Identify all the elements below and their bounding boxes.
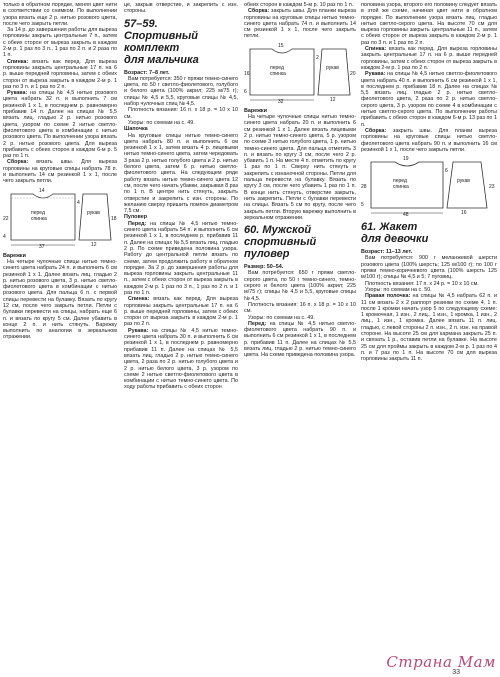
sleeve-instructions: Рукава: на спицы № 4,5 нитью розового цвета набрать 32 п. и выполнить 7 см резинкой 1 х 1, в последнем р. равномерно прибавив 14 п. Далее на спицах № 5,5 вязать лиц. гладью 2 р. нитью розового цвета, узором по схеме 2 нитью светло-фиолетового цвета в комбинации с нитью розового цвета. По выполнении узора вязать 2 р. нитью розового цвета. Для выреза прибавить с обеих сторон в каждом 6-м р. 5 раз по 1 п.	[3, 90, 117, 160]
diagram-dimension: 32	[278, 98, 284, 105]
pattern-diagram	[3, 188, 117, 250]
diagram-dimension: 19	[403, 156, 409, 163]
mittens-instructions: На четыре чулочные спицы нитью темно-синего цвета набрать 20 п. и выполнить 6 см резинкой 1 х 1. Далее вязать лицевыми 2 р. нитью темно-синего цвета, 5 р. узором по схеме 3 нитью голубого цвета, 1 р. нитью темно-синего цвета. Для пальца отметить 3 п. и вязать по кругу 3 см, после чего 2 р. убавить 1 п. На месте 4 п. отметить по кругу 1 раз по 1 п. Сверху нить стянуть и закрепить с изнаночной стороны. Петли для пальца перевести на булавку. Вязать по кругу 3 см, после чего убавить 1 раз по 1 п. В конце нить стянуть, отверстие закрыть, нить закрепить. Петли с булавки перевести на спицы. Вязать 5 см по кругу, после чего закрыть петли. Вторую варежку выполнить в зеркальном отражении.	[244, 114, 356, 221]
diagram-dimension: 12	[330, 96, 336, 103]
diagram-dimension: 6	[445, 168, 448, 175]
patterns-ref: Узоры: по схемам на с. 49.	[248, 314, 315, 321]
diagram-dimension: 20	[350, 70, 356, 77]
column-2	[124, 2, 238, 391]
hat-instructions: На круговые спицы нитью темно-синего цвета набрать 80 п. и выполнить 6 см резинкой 1 х 1, затем вязать 4 р. лицевыми нитью темно-синего цвета, затем чередовать 3 раза 2 р. нитью голубого цвета и 2 р. нитью белого цвета, затем 6 р. нитью светло-фиолетового цвета. На следующем ряде работу вязать нитью темно-синего цвета 12 см, после чего начать убавки, закрывая 8 раз по 1 п. В центре нить стянуть, закрыть отверстие и закрепить с изн. стороны. По желанию сверху пришить помпон диаметром 7,5 см.	[124, 132, 238, 215]
page-number: 33	[452, 669, 460, 676]
age: Возраст: 11–13 лет.	[361, 249, 413, 256]
materials: Вам потребуется: 350 г пряжи темно-синего цвета, по 50 г светло-фиолетового, голубого и белого цвета (100% акрил; 225 м/75 г); спицы № 4,5 и 5,5, круговые спицы № 4,5, набор чулочных спиц № 4,5.	[124, 75, 238, 108]
diagram-label-sleeve: рукав	[326, 64, 339, 71]
diagram-dimension: 4	[3, 233, 6, 240]
diagram-label-front-back: перед спинка	[270, 64, 286, 77]
materials: Вам потребуется: 900 г меланжевой шерсти розового цвета (100% шерсть; 125 м/100 г); по 100 г пряжи темно-коричневого цвета (100% шерсть 125 м/100 г); спицы № 4,5 и 5; 7 пуговиц.	[361, 255, 497, 281]
diagram-dimension: 48	[403, 212, 409, 219]
gauge: Плотность вязания: 16 п. х 18 р. = 10 х 10 см.	[124, 107, 238, 120]
diagram-dimension: 16	[461, 210, 467, 217]
assembly-instructions: Сборка: закрыть швы. Для планки выреза горловины на круговые спицы нитью темно-синего цвета набрать 74 п. и выполнить 14 см резинкой 1 х 1, после чего закрыть петли.	[244, 8, 356, 40]
diagram-dimension: 16	[244, 70, 250, 77]
back-instructions: Спинка: вязать как перед. Для выреза горловины закрыть центральные 17 п. на 6 р. выше передней горловины, затем с обеих сторон от выреза закрыть в каждом 2-м р. 1 раз по 2 п.	[124, 296, 238, 328]
paragraph: только в обратном порядке, меняя цвет нити в соответствии со снимком. По выполнении узора вязать еще 2 р. нитью розового цвета, после чего закрыть петли.	[3, 2, 117, 27]
diagram-dimension: 15	[278, 42, 284, 49]
diagram-label-sleeve: рукав	[457, 178, 470, 185]
diagram-dimension: 23	[489, 184, 495, 191]
mittens-instructions: На четыре чулочные спицы нитью темно-синего цвета набрать 24 п. и выполнить 6 см резинкой 1 х 1. Далее вязать лиц. гладью 2 р. нитью розового цвета, 3 р. нитью светло-фиолетового цвета в комбинации с нитью розового цвета. Для пальца 6 п. с первой спицы перевести на булавку. Вязать по кругу 12 см, после чего закрыть петли. Петли с булавки перевести на спицы, набрать еще 6 п. и вязать по кругу 5 см. Далее убавить в конце 2 п. и нить стянуть. Варежку выполнить по аналогии в зеркальном отражении.	[3, 258, 117, 341]
diagram-dimension: 28	[361, 184, 367, 191]
paragraph: це, закрыв отверстие, и закрепить с изн. стороны.	[124, 2, 238, 15]
back-instructions: Спинка: вязать как перед. Для выреза горловины закрыть центральные 17 п. на 6 р. выше передней горловины, затем с обеих сторон от выреза закрыть в каждом 2-м р. 1 раз по 2 п.	[361, 46, 497, 71]
diagram-dimension: 12	[91, 241, 97, 248]
diagram-dimension: 2	[316, 54, 319, 61]
front-instructions: Перед: на спицы № 4,5 нитью темно-синего цвета набрать 54 п. и выполнить 6 см резинкой 1 х 1, в последнем р. прибавив 11 п. Далее на спицах № 5,5 вязать лиц. гладью 2 р. По схеме приведена половина узора. Работу до центральной петли вязать по схеме, затем продолжить работу в обратном порядке. За 2 р. до завершения работы для выреза горловины закрыть центральные 11 п., затем с обеих сторон от выреза закрыть в каждом 2-м р. 1 раз по 3 п., 1 раз по 2 п. и 1 раз по 1 п.	[124, 220, 238, 296]
column-3	[244, 2, 356, 359]
diagram-dimension: 18	[111, 215, 117, 222]
materials: Вам потребуется: 650 г пряжи светло-серого цвета, по 50 г темно-синего, темно-серого и белого цвета (100% акрил; 225 м/75 г); спицы № 4,5 и 5,5, круговые спицы № 4,5.	[244, 270, 356, 302]
section-title: Пуловер	[124, 214, 147, 221]
diagram-dimension: 4	[77, 199, 80, 206]
back-instructions: Спинка: вязать как перед. Для выреза горловины закрыть центральные 17 п. на 6 р. выше передней горловины, затем с обеих сторон от выреза закрыть в каждом 2-м р. 1 раз по 3 п. и 1 раз по 2 п.	[3, 58, 117, 90]
age: Возраст: 7–8 лет.	[124, 69, 170, 76]
paragraph: За 14 р. до завершения работы для выреза горловины закрыть центральные 7 п., затем с обеих сторон от выреза закрыть в каждом 2-м р. 1 раз по 3 п., 1 раз по 2 п. и 2 раза по 1 п.	[3, 27, 117, 59]
gauge: Плотность вязания: 16 п. х 18 р. = 10 х 10 см.	[244, 301, 356, 315]
section-title: Варежки	[3, 252, 26, 259]
sleeve-instructions: Рукава: на спицы № 4,5 нитью темно-синего цвета набрать 30 п. и выполнить 6 см резинкой 1 х 1, в последнем р. равномерно прибавив 11 п. Далее на спицах № 5,5 вязать лиц. гладью 2 р. нитью темно-синего цвета, 2 раза по 2 р. нитью голубого цвета и 2 р. нитью белого цвета, 3 р. узором по схеме 2 нитью светло-фиолетового цвета в комбинации с нитью темно-синего цвета. По ходу работы прибавить с обеих сторон	[124, 327, 238, 391]
diagram-dimension: 14	[39, 187, 45, 194]
patterns-ref: Узоры: по схемам на с. 49.	[128, 119, 195, 126]
section-title: Варежки	[244, 107, 267, 114]
column-4	[361, 2, 497, 362]
pattern-diagram	[361, 156, 497, 218]
project-title: 61. Жакет для девочки	[361, 221, 429, 246]
diagram-label-sleeve: рукав	[87, 209, 100, 216]
front-instructions: Перед: на спицы № 4,5 нитью светло-фиолетового цвета набрать 90 п. и выполнить 6 см резинкой 1 х 1, в последнем р. прибавив 11 п. Далее на спицах № 5,5 вязать лиц. гладью 2 р. нитью темно-синего цвета. На схеме приведена половина узора.	[244, 320, 356, 359]
assembly-instructions: Сборка: вязать швы. Для выреза горловины на круговые спицы набрать 78 п. и выполнить 14 см резинкой 1 х 1, после чего закрыть петли.	[3, 159, 117, 185]
diagram-dimension: 37	[39, 243, 45, 250]
project-title: 60. Мужской спортивный пуловер	[244, 224, 317, 261]
paragraph: половина узора, второго его половину следует вязать в этой же схеме, начиная цвет нити в обратном порядке. По выполнении узора вязать лиц. гладью нитью светло-серого цвета. На высоте 70 см для выреза горловины закрыть центральные 11 п., затем с обеих сторон от выреза закрыть в каждом 2-м р. 1 раз по 3 п. и 1 раз по 2 п.	[361, 2, 497, 46]
diagram-dimension: 22	[3, 215, 9, 222]
paragraph: обеих сторон в каждом 5-м р. 10 раз по 1 п.	[244, 2, 354, 8]
assembly-instructions: Сборка: закрыть швы. Для планки выреза горловины на круговые спицы нитью светло-фиолетового цвета набрать 90 п. и выполнить 16 см резинкой 1 х 1, после чего закрыть петли.	[361, 127, 497, 153]
project-title: 57–59. Спортивный комплект для мальчика	[124, 17, 199, 66]
section-title: Шапочка	[124, 126, 148, 133]
pattern-diagram	[244, 43, 356, 105]
diagram-label-front-back: перед спинка	[393, 178, 409, 191]
diagram-dimension: 5	[361, 202, 364, 209]
gauge: Плотность вязания: 17 п. х 24 р. = 10 х 10 см.	[365, 280, 479, 287]
watermark-logo: Страна Мам	[386, 653, 496, 671]
right-front-instructions: Правая полочка: на спицы № 4,5 набрать 62 п. и 11 см вязать 2 х 2 раппорт резинки по схеме 4, 1 п. после 1 кромки начать узор 5 по следующему схеме: 1 кромочная, 1 изн., 2 лиц., 1 изн., 1 кромка, 1 изн., 2 лиц., 1 изн., 1 кромка. Далее вязать 11 п. лиц. гладью, с левой стороны 2 п. изн., 2 п. изн. на правой стороне. На высоте 25 см для кармана закрыть 25 п. и связать 1 р., оставив петли на булавке. На высоте 25 см для проймы закрыть в каждом 2-м р. 1 раз по 4 п. и 7 раз по 1 п. На высоте 70 см для выреза горловины закрыть 11 п.	[361, 293, 498, 363]
diagram-dimension: 6	[244, 88, 247, 95]
sleeve-instructions: Рукава: на спицы № 4,5 нитью светло-фиолетового цвета набрать 40 п. и выполнить 6 см резинкой 1 х 1, в последнем р. прибавив 18 п. Далее на спицах № 5,5 вязать лиц. гладью 2 р. нитью светло-фиолетового цвета, 2 раза по 2 р. нитью светло-серого цвета, 3 р. узором по схеме 4 в комбинации с нитью светло-серого цвета. По выполнении работы прибавить с обеих сторон в каждом 6-м р. 13 раз по 1 п.	[361, 71, 497, 128]
patterns-ref: Узоры: по схемам на с. 50.	[365, 286, 432, 293]
column-1	[3, 2, 117, 341]
diagram-label-front-back: перед спинка	[31, 209, 47, 222]
size: Размер: 50–54.	[244, 264, 284, 271]
